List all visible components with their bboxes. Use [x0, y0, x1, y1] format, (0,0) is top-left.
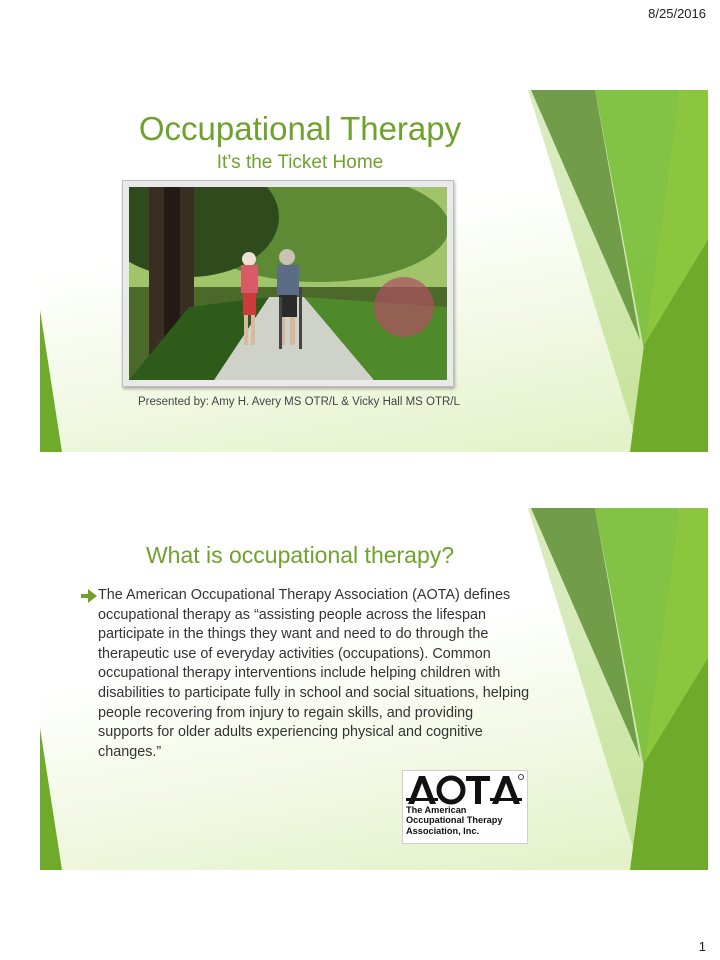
slide-1 — [40, 90, 708, 452]
couple-walking-photo — [129, 187, 447, 380]
slide-1-subtitle: It’s the Ticket Home — [216, 152, 384, 173]
page-number: 1 — [698, 939, 706, 954]
slide-2 — [40, 508, 708, 870]
aota-logo — [402, 770, 528, 844]
aota-logo-mark — [406, 774, 524, 806]
page-date: 8/25/2016 — [648, 6, 706, 21]
definition-text: The American Occupational Therapy Association (AOTA) defines occupational therapy as “assisting people across the lifespan participate in the things they want and need to do through the therapeutic use of everyday activities (occupations). Common occupational therapy interventions include helping children with disabilities to participate fully in school and social situations, helping people recovering from injury to regain skills, and providing supports for older adults experiencing physical and cognitive changes.” — [98, 587, 530, 760]
aota-name: The American Occupational Therapy Association, Inc. — [406, 805, 503, 836]
slide-2-body — [81, 586, 531, 762]
slide-2-title: What is occupational therapy? — [145, 542, 455, 568]
presenters: Presented by: Amy H. Avery MS OTR/L & Vicky Hall MS OTR/L — [138, 396, 460, 408]
right-arrow-icon — [81, 589, 97, 603]
slide-photo — [122, 180, 454, 387]
slide-1-title: Occupational Therapy — [138, 110, 462, 147]
